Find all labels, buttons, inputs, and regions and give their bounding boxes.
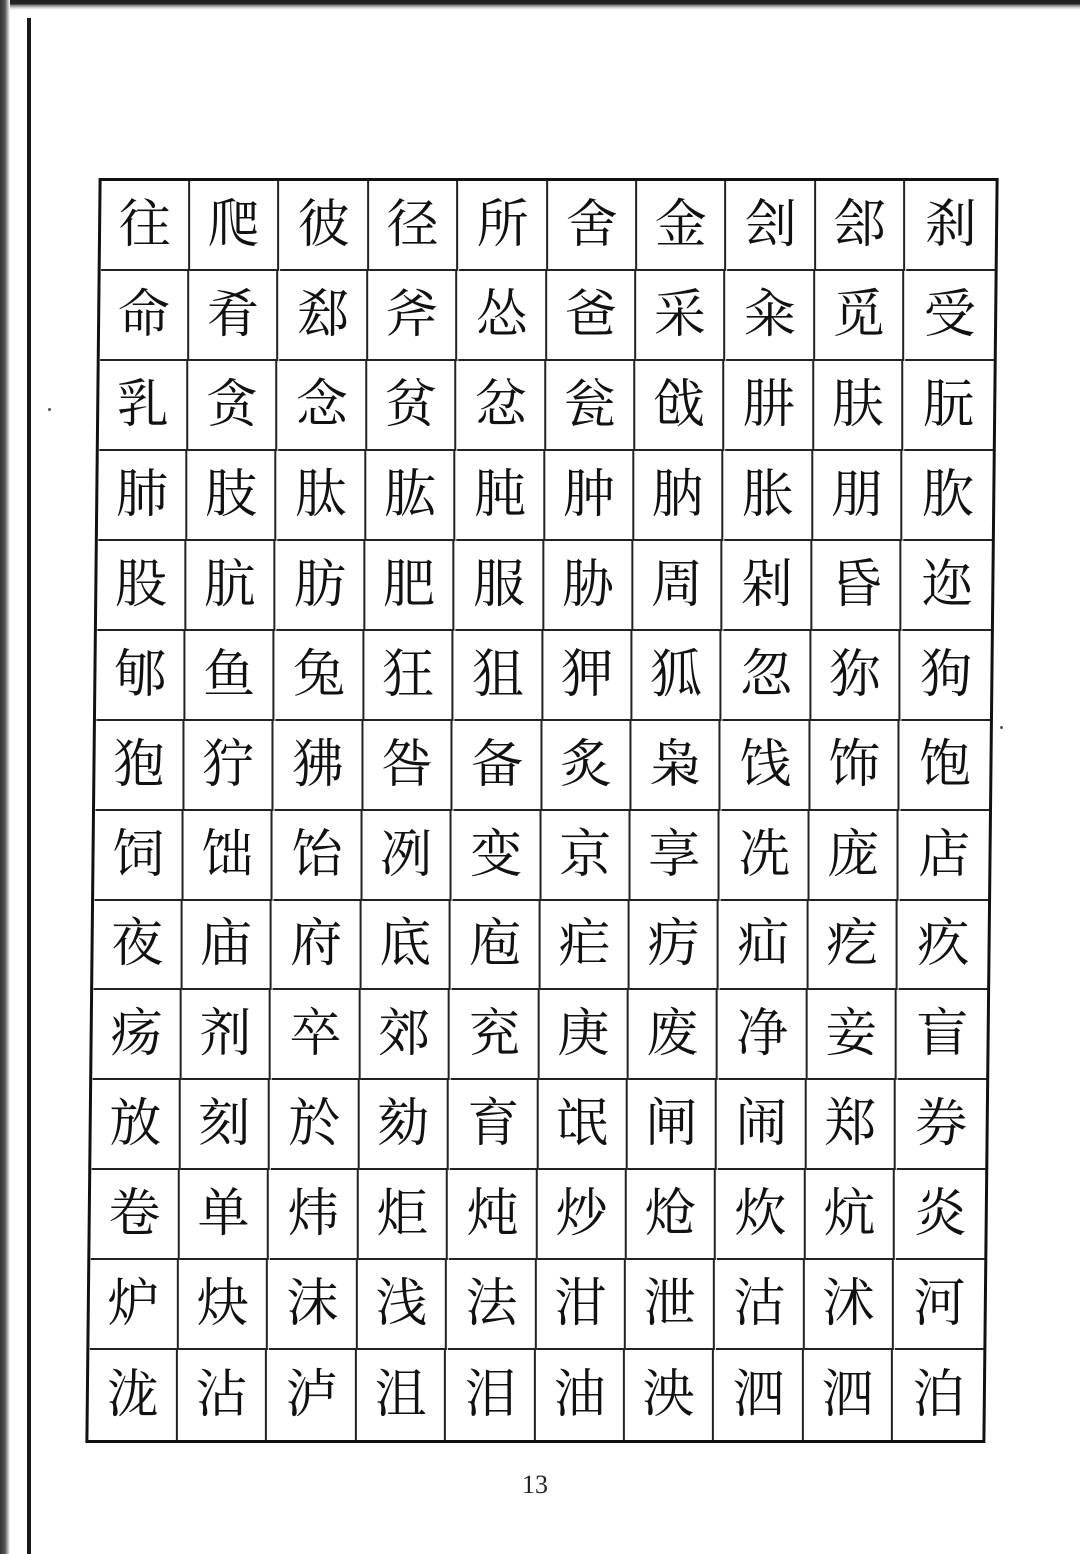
character-cell: 周 bbox=[634, 541, 723, 631]
character-cell: 郊 bbox=[361, 990, 450, 1080]
character-cell: 狗 bbox=[901, 631, 990, 721]
character-cell: 疡 bbox=[93, 990, 182, 1080]
character-cell: 享 bbox=[631, 811, 720, 901]
character-cell: 变 bbox=[452, 811, 541, 901]
character-cell: 采 bbox=[637, 271, 726, 361]
character-cell: 忿 bbox=[457, 361, 546, 451]
character-cell: 沭 bbox=[805, 1260, 894, 1350]
character-cell: 肢 bbox=[188, 451, 277, 541]
character-cell: 兔 bbox=[275, 631, 364, 721]
character-cell: 疟 bbox=[541, 900, 630, 990]
character-cell: 郇 bbox=[96, 631, 185, 721]
character-cell: 底 bbox=[362, 900, 451, 990]
character-cell: 朊 bbox=[904, 361, 993, 451]
character-cell: 舍 bbox=[548, 181, 637, 271]
character-cell: 河 bbox=[894, 1260, 983, 1350]
character-cell: 籴 bbox=[726, 271, 815, 361]
character-cell: 命 bbox=[100, 271, 189, 361]
scan-speck bbox=[1000, 726, 1003, 729]
character-cell: 京 bbox=[542, 811, 631, 901]
character-cell: 闹 bbox=[718, 1080, 807, 1170]
character-cell: 怂 bbox=[458, 271, 547, 361]
character-cell: 所 bbox=[459, 181, 548, 271]
character-cell: 昏 bbox=[813, 541, 902, 631]
character-cell: 炊 bbox=[717, 1170, 806, 1260]
character-cell: 泷 bbox=[89, 1350, 178, 1440]
character-cell: 爬 bbox=[191, 181, 280, 271]
character-cell: 股 bbox=[97, 541, 186, 631]
character-cell: 庙 bbox=[183, 900, 272, 990]
character-cell: 沾 bbox=[178, 1350, 267, 1440]
character-cell: 庖 bbox=[451, 900, 540, 990]
character-cell: 於 bbox=[271, 1080, 360, 1170]
character-cell: 券 bbox=[896, 1080, 985, 1170]
character-cell: 泄 bbox=[626, 1260, 715, 1350]
character-cell: 朋 bbox=[813, 451, 902, 541]
character-cell: 剁 bbox=[723, 541, 812, 631]
character-grid bbox=[85, 178, 998, 1443]
character-cell: 郑 bbox=[807, 1080, 896, 1170]
character-cell: 卷 bbox=[91, 1170, 180, 1260]
character-cell: 咎 bbox=[364, 721, 453, 811]
character-cell: 觅 bbox=[815, 271, 904, 361]
character-cell: 胁 bbox=[544, 541, 633, 631]
character-cell: 服 bbox=[455, 541, 544, 631]
character-cell: 狒 bbox=[274, 721, 363, 811]
character-cell: 法 bbox=[447, 1260, 536, 1350]
character-cell: 刽 bbox=[727, 181, 816, 271]
character-cell: 狎 bbox=[543, 631, 632, 721]
character-cell: 府 bbox=[272, 900, 361, 990]
character-cell: 净 bbox=[718, 990, 807, 1080]
character-cell: 冼 bbox=[720, 811, 809, 901]
character-cell: 肫 bbox=[456, 451, 545, 541]
character-cell: 肼 bbox=[725, 361, 814, 451]
character-cell: 炝 bbox=[627, 1170, 716, 1260]
character-cell: 闸 bbox=[628, 1080, 717, 1170]
character-cell: 店 bbox=[899, 811, 988, 901]
character-cell: 饳 bbox=[184, 811, 273, 901]
character-cell: 夜 bbox=[94, 900, 183, 990]
character-cell: 饯 bbox=[721, 721, 810, 811]
character-cell: 炖 bbox=[448, 1170, 537, 1260]
character-cell: 疠 bbox=[630, 900, 719, 990]
character-cell: 泊 bbox=[912, 1365, 965, 1426]
character-cell: 鱼 bbox=[186, 631, 275, 721]
character-cell: 郄 bbox=[279, 271, 368, 361]
character-cell: 往 bbox=[101, 181, 190, 271]
character-cell: 废 bbox=[629, 990, 718, 1080]
character-cell: 育 bbox=[449, 1080, 538, 1170]
character-cell: 饲 bbox=[95, 811, 184, 901]
character-cell: 狙 bbox=[454, 631, 543, 721]
character-cell: 贪 bbox=[189, 361, 278, 451]
character-cell: 金 bbox=[638, 181, 727, 271]
character-cell: 狞 bbox=[185, 721, 274, 811]
character-cell: 浅 bbox=[358, 1260, 447, 1350]
character-cell: 忽 bbox=[722, 631, 811, 721]
character-cell: 疚 bbox=[898, 900, 987, 990]
scan-top-edge bbox=[0, 0, 1080, 10]
character-cell: 肤 bbox=[814, 361, 903, 451]
character-cell: 枭 bbox=[632, 721, 721, 811]
character-cell: 狂 bbox=[365, 631, 454, 721]
character-cell: 沫 bbox=[269, 1260, 358, 1350]
character-cell: 径 bbox=[369, 181, 458, 271]
character-cell: 备 bbox=[453, 721, 542, 811]
character-cell: 瓮 bbox=[546, 361, 635, 451]
character-cell: 念 bbox=[278, 361, 367, 451]
character-cell: 狐 bbox=[633, 631, 722, 721]
character-cell: 妾 bbox=[808, 990, 897, 1080]
character-cell: 炉 bbox=[90, 1260, 179, 1350]
character-cell: 炔 bbox=[179, 1260, 268, 1350]
character-cell: 刹 bbox=[906, 181, 995, 271]
character-cell: 沽 bbox=[716, 1260, 805, 1350]
character-cell: 疝 bbox=[719, 900, 808, 990]
page-number: 13 bbox=[522, 1470, 548, 1499]
character-cell: 盲 bbox=[897, 990, 986, 1080]
character-cell: 郐 bbox=[816, 181, 905, 271]
character-cell: 肱 bbox=[366, 451, 455, 541]
character-cell: 泗 bbox=[715, 1350, 804, 1440]
character-cell: 炜 bbox=[270, 1170, 359, 1260]
character-cell: 泔 bbox=[537, 1260, 626, 1350]
character-cell: 疙 bbox=[809, 900, 898, 990]
character-cell: 贫 bbox=[367, 361, 456, 451]
character-cell: 饴 bbox=[273, 811, 362, 901]
character-cell: 庚 bbox=[540, 990, 629, 1080]
character-cell: 炕 bbox=[806, 1170, 895, 1260]
character-cell: 泱 bbox=[625, 1350, 714, 1440]
character-cell: 肿 bbox=[545, 451, 634, 541]
character-cell: 肥 bbox=[366, 541, 455, 631]
character-cell: 炎 bbox=[895, 1170, 984, 1260]
character-cell: 兖 bbox=[450, 990, 539, 1080]
character-cell: 刻 bbox=[181, 1080, 270, 1170]
character-cell: 胀 bbox=[724, 451, 813, 541]
character-cell: 斧 bbox=[368, 271, 457, 361]
character-cell: 庞 bbox=[810, 811, 899, 901]
character-cell: 肴 bbox=[190, 271, 279, 361]
character-cell: 炬 bbox=[359, 1170, 448, 1260]
character-cell: 单 bbox=[180, 1170, 269, 1260]
character-cell: 沮 bbox=[357, 1350, 446, 1440]
character-cell: 迩 bbox=[902, 541, 991, 631]
character-cell: 炒 bbox=[538, 1170, 627, 1260]
character-cell: 剂 bbox=[182, 990, 271, 1080]
character-cell: 放 bbox=[92, 1080, 181, 1170]
character-cell: 油 bbox=[536, 1350, 625, 1440]
character-cell: 肮 bbox=[187, 541, 276, 631]
character-cell: 泗 bbox=[804, 1350, 893, 1440]
character-cell: 泪 bbox=[446, 1350, 535, 1440]
character-cell: 肽 bbox=[277, 451, 366, 541]
character-cell: 肪 bbox=[276, 541, 365, 631]
character-cell: 彼 bbox=[280, 181, 369, 271]
character-cell: 饰 bbox=[811, 721, 900, 811]
character-cell: 劾 bbox=[360, 1080, 449, 1170]
character-cell: 肺 bbox=[98, 451, 187, 541]
scan-left-edge bbox=[0, 0, 10, 1554]
character-cell: 肷 bbox=[903, 451, 992, 541]
character-cell: 受 bbox=[905, 271, 994, 361]
character-cell: 爸 bbox=[547, 271, 636, 361]
character-cell: 饱 bbox=[900, 721, 989, 811]
character-cell: 乳 bbox=[99, 361, 188, 451]
character-cell: 冽 bbox=[363, 811, 452, 901]
character-cell: 卒 bbox=[271, 990, 360, 1080]
character-cell: 狝 bbox=[812, 631, 901, 721]
character-cell: 炙 bbox=[542, 721, 631, 811]
character-cell: 狍 bbox=[95, 721, 184, 811]
character-cell: 氓 bbox=[539, 1080, 628, 1170]
scan-speck bbox=[48, 408, 51, 411]
scan-margin-line bbox=[27, 18, 31, 1554]
character-cell: 肭 bbox=[635, 451, 724, 541]
character-cell: 戗 bbox=[636, 361, 725, 451]
character-cell: 泸 bbox=[268, 1350, 357, 1440]
